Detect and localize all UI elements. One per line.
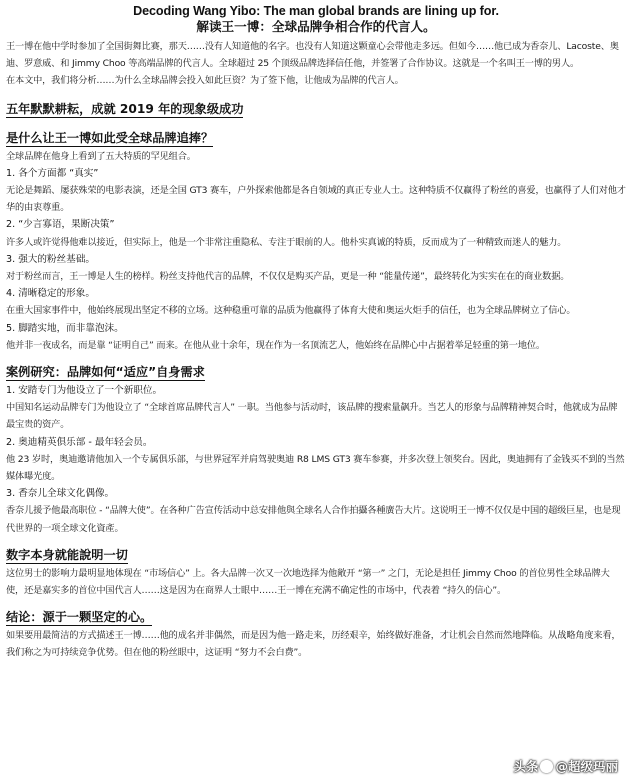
section-heading-case-study: 案例研究：品牌如何“适应”自身需求 <box>6 365 205 380</box>
article-title-chinese: 解读王一博：全球品牌争相合作的代言人。 <box>196 19 436 34</box>
section-heading-wrap <box>6 361 626 381</box>
section-heading-wrap <box>6 606 626 626</box>
intro-paragraph-2: 在本文中，我们将分析……为什么全球品牌会投入如此巨资？为了签下他，让他成为品牌的代言人。 <box>6 75 404 87</box>
trait-label: 2. “少言寡语，果断决策” <box>6 219 115 231</box>
trait-text: 许多人或许觉得他难以接近，但实际上，他是一个非常注重隐私、专注于眼前的人。他朴实真诚的特质，反而成为了一种精致而迷人的魅力。 <box>6 236 567 248</box>
case-label: 2. 奥迪精英俱乐部 - 最年轻会员。 <box>6 436 153 448</box>
trait-label: 1. 各个方面都 “真实” <box>6 167 99 179</box>
article-title-english: Decoding Wang Yibo: The man global brands are lining up for. <box>133 4 499 18</box>
case-text: 香奈儿援予他最高职位 - “品牌大使”。在各种广告宣传活动中总安排他與全球名人合作拍攝各種廣告大片。这说明王一博不仅仅是中国的超级巨星，也是现代世界的一项全球文化資產。 <box>6 505 621 534</box>
source-watermark <box>513 757 618 775</box>
case-label: 3. 香奈儿全球文化偶像。 <box>6 488 115 500</box>
numbers-text: 这位男士的影响力最明显地体现在 “市场信心” 上。各大品牌一次又一次地选择为他敞开 “第一” 之门，无论是担任 Jimmy Choo 的首位男性全球品牌大使，还是嘉实多的首位中国代言人……这是因为在商界人士眼中……王一博在充满不确定性的市场中，代表着 “持久的信心”。 <box>6 567 610 597</box>
case-text: 中国知名运动品牌专门为他设立了 “全球首席品牌代言人” 一职。当他参与活动时，该品牌的搜索量飙升。当艺人的形象与品牌精神契合时，他就成为品牌最宝贵的资产。 <box>6 402 618 431</box>
section-heading-success: 五年默默耕耘，成就 2019 年的现象级成功 <box>6 101 244 116</box>
watermark-prefix: 头条 <box>513 759 539 774</box>
section-heading-wrap <box>6 544 626 564</box>
trait-text: 对于粉丝而言，王一博是人生的榜样。粉丝支持他代言的品牌，不仅仅是购买产品，更是一种 “能量传递”，最终转化为实实在在的商业数据。 <box>6 271 570 283</box>
section-heading-wrap <box>6 98 626 118</box>
case-label: 1. 安踏专门为他设立了一个新职位。 <box>6 385 163 397</box>
case-text: 他 23 岁时，奥迪邀请他加入一个专属俱乐部，与世界冠军并肩驾驶奥迪 R8 LMS GT3 赛车参赛，并多次登上领奖台。因此，奥迪拥有了金钱买不到的当然媒体曝光度。 <box>6 453 625 483</box>
section-heading-conclusion: 结论：源于一颗坚定的心。 <box>6 610 153 625</box>
section-heading-why-sought-after: 是什么让王一博如此受全球品牌追捧？ <box>6 130 214 145</box>
trait-text: 在重大国家事件中，他始终展现出坚定不移的立场。这种稳重可靠的品质为他赢得了体育大使和奥运火炬手的信任，也为全球品牌树立了信心。 <box>6 305 576 317</box>
conclusion-text: 如果要用最简洁的方式描述王一博……他的成名并非偶然，而是因为他一路走来，历经艰辛，始终做好准备，才让机会自然而然地降临。从战略角度来看，我们称之为可持续竞争优势。但在他的粉丝眼中，这证明 “努力不会白费”。 <box>6 630 621 659</box>
section-heading-wrap <box>6 127 626 147</box>
section-lead: 全球品牌在他身上看到了五大特质的罕见组合。 <box>6 150 196 162</box>
toutiao-logo-icon <box>540 760 553 773</box>
trait-text: 他并非一夜成名，而是靠 “证明自己” 而来。在他从业十余年，现在作为一名顶流艺人，他始终在品牌心中占据着举足轻重的第一地位。 <box>6 339 545 351</box>
section-heading-numbers: 数字本身就能說明一切 <box>6 547 128 562</box>
trait-label: 3. 强大的粉丝基础。 <box>6 253 95 265</box>
intro-paragraph-1: 王一博在他中学时参加了全国街舞比赛，那天……没有人知道他的名字。也没有人知道这颗童心会带他走多远。但如今……他已成为香奈儿、Lacoste、奥迪、罗意威、和 Jimmy Choo 等高端品牌的代言人。全球超过 25 个顶级品牌选择信任他，并签署了合作协议。这就是一个名叫王一博的男人。 <box>6 41 619 70</box>
trait-text: 无论是舞蹈、屡获殊荣的电影表演，还是全国 GT3 赛车，户外探索他都是各自领域的真正专业人士。这种特质不仅赢得了粉丝的喜爱，也赢得了人们对他才华的由衷尊重。 <box>6 185 626 214</box>
trait-label: 5. 脚踏实地，而非靠泡沫。 <box>6 322 124 334</box>
watermark-handle: @超级玛丽 <box>555 759 618 774</box>
trait-label: 4. 清晰稳定的形象。 <box>6 288 95 300</box>
